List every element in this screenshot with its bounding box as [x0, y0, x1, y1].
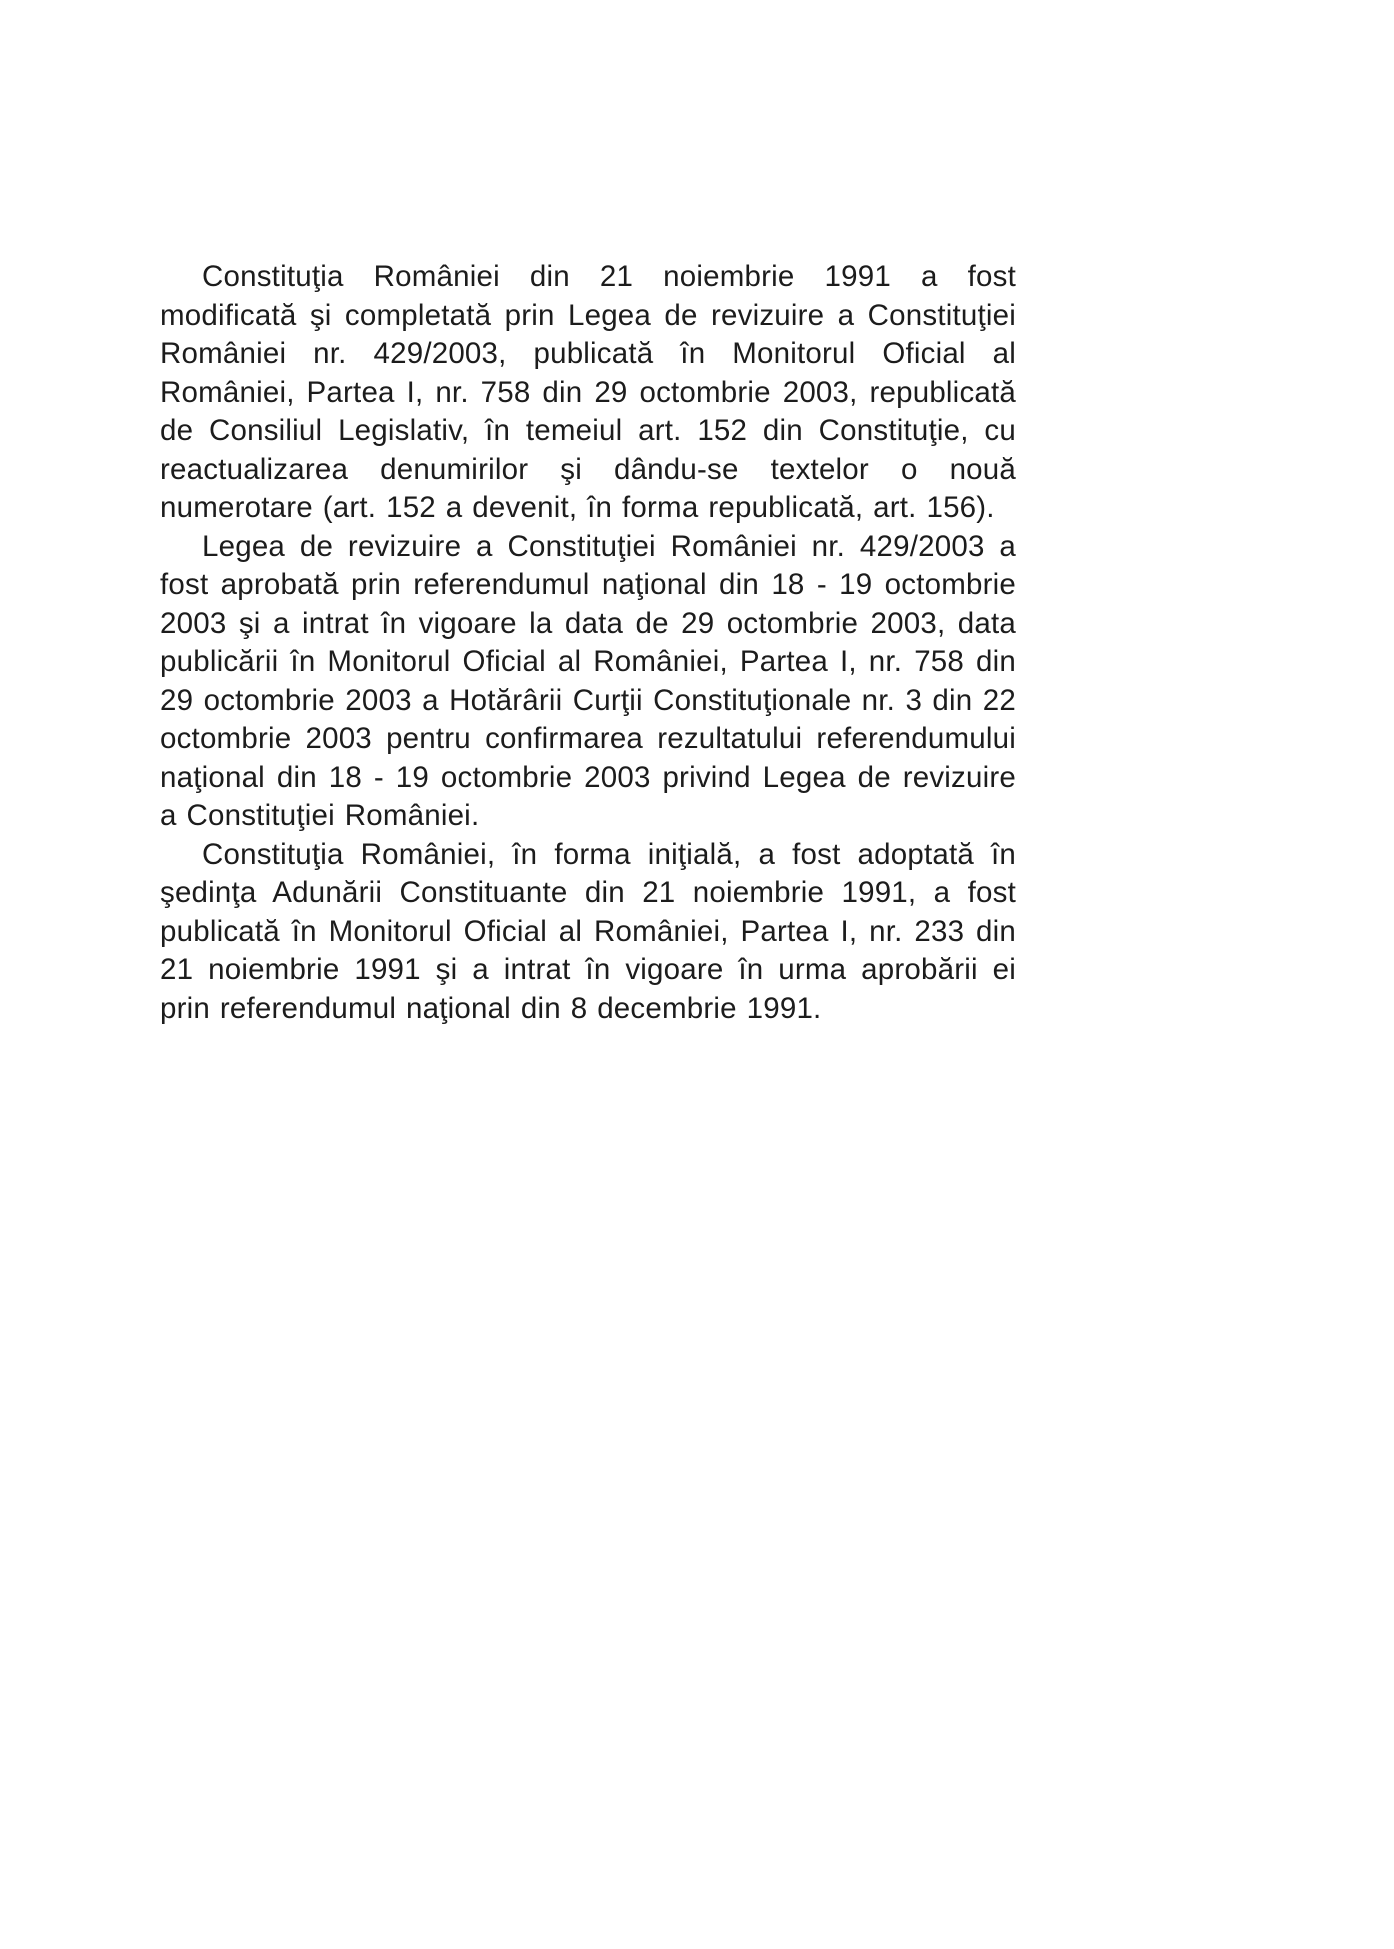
paragraph-original-constitution: Constituţia României, în forma iniţială, a fost adoptată în şedinţa Adunării Constituante din 21 noiembrie 1991, a fost publicată în Monitorul Oficial al României, Partea I, nr. 233 din 21 noiembrie 1991 şi a intrat în vigoare în urma aprobării ei prin referendumul naţional din 8 decembrie 1991. — [160, 837, 1016, 1025]
body-text — [160, 258, 1016, 1028]
paragraph-constitution-revision: Constituţia României din 21 noiembrie 1991 a fost modificată şi completată prin Legea de revizuire a Constituţiei României nr. 429/2003, publicată în Monitorul Oficial al României, Partea I, nr. 758 din 29 octombrie 2003, republicată de Consiliul Legislativ, în temeiul art. 152 din Constituţie, cu reactualizarea denumirilor şi dându-se textelor o nouă numerotare (art. 152 a devenit, în forma republicată, art. 156). — [160, 260, 1016, 524]
paragraph-revision-law-referendum: Legea de revizuire a Constituţiei României nr. 429/2003 a fost aprobată prin referendumul naţional din 18 - 19 octombrie 2003 şi a intrat în vigoare la data de 29 octombrie 2003, data publicării în Monitorul Oficial al României, Partea I, nr. 758 din 29 octombrie 2003 a Hotărârii Curţii Constituţionale nr. 3 din 22 octombrie 2003 pentru confirmarea rezultatului referendumului naţional din 18 - 19 octombrie 2003 privind Legea de revizuire a Constituţiei României. — [160, 529, 1016, 832]
